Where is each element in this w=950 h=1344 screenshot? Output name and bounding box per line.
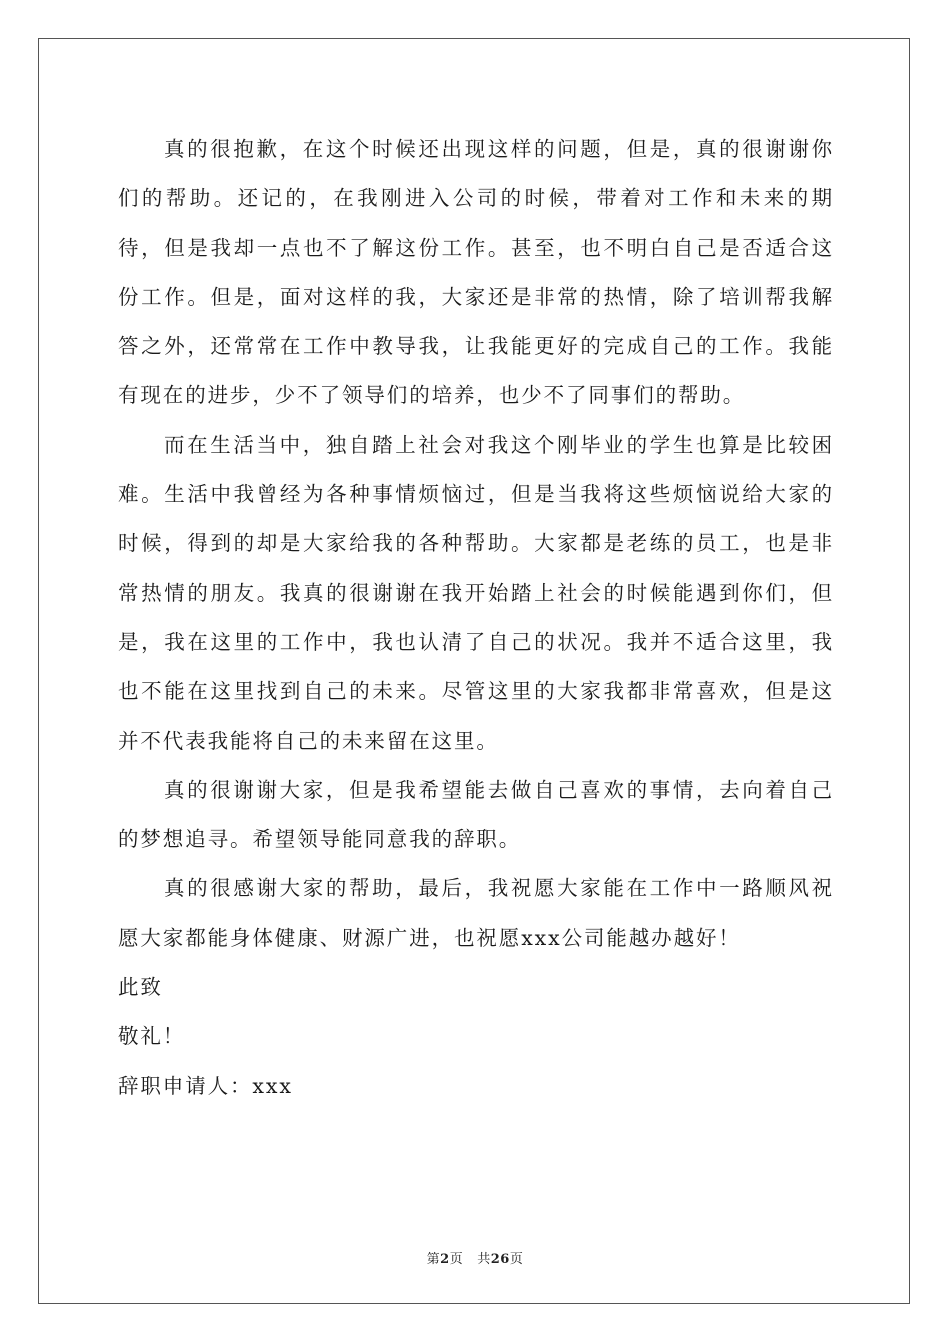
- paragraph: 而在生活当中，独自踏上社会对我这个刚毕业的学生也算是比较困难。生活中我曾经为各种事情烦恼过，但是当我将这些烦恼说给大家的时候，得到的却是大家给我的各种帮助。大家都是老练的员工，也是非常热情的朋友。我真的很谢谢在我开始踏上社会的时候能遇到你们，但是，我在这里的工作中，我也认清了自己的状况。我并不适合这里，我也不能在这里找到自己的未来。尽管这里的大家我都非常喜欢，但是这并不代表我能将自己的未来留在这里。: [118, 432, 834, 753]
- total-suffix: 页: [509, 1252, 524, 1267]
- closing-salutation: 此致: [118, 975, 163, 1000]
- closing-regards: 敬礼！: [118, 1024, 186, 1049]
- paragraph: 真的很谢谢大家，但是我希望能去做自己喜欢的事情，去向着自己的梦想追寻。希望领导能同意我的辞职。: [118, 777, 834, 852]
- letter-body: [118, 125, 834, 1111]
- page-suffix: 页: [449, 1252, 464, 1267]
- page-number: 2: [440, 1252, 450, 1267]
- paragraph: 真的很抱歉，在这个时候还出现这样的问题，但是，真的很谢谢你们的帮助。还记的，在我刚进入公司的时候，带着对工作和未来的期待，但是我却一点也不了解这份工作。甚至，也不明白自己是否适合这份工作。但是，面对这样的我，大家还是非常的热情，除了培训帮我解答之外，还常常在工作中教导我，让我能更好的完成自己的工作。我能有现在的进步，少不了领导们的培养，也少不了同事们的帮助。: [118, 137, 834, 408]
- signature-line: 辞职申请人：xxx: [118, 1073, 293, 1098]
- page-prefix: 第: [426, 1252, 441, 1267]
- page-footer: [0, 1248, 950, 1267]
- paragraph: 真的很感谢大家的帮助，最后，我祝愿大家能在工作中一路顺风祝愿大家都能身体健康、财源广进，也祝愿xxx公司能越办越好！: [118, 876, 834, 950]
- total-pages: 26: [490, 1252, 510, 1267]
- total-prefix: 共: [477, 1252, 491, 1267]
